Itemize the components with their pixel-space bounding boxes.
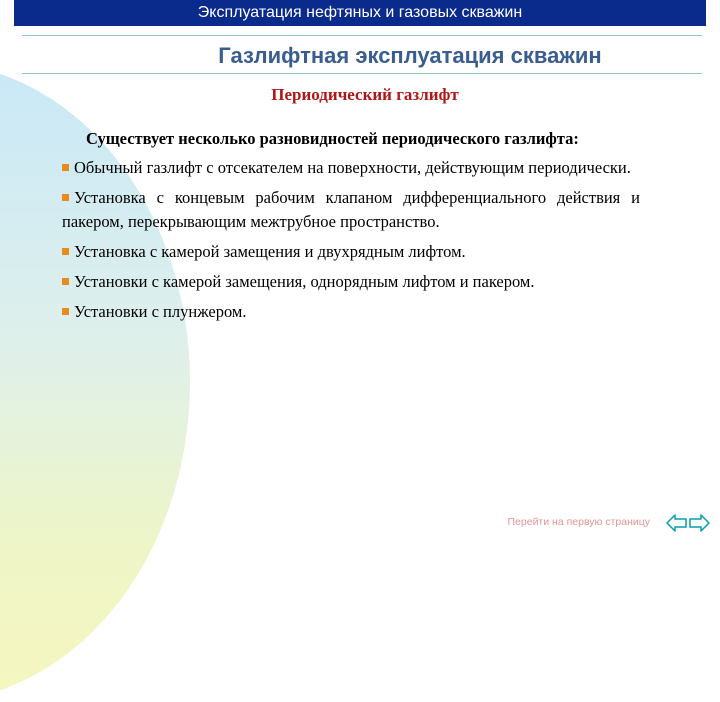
nav-arrows bbox=[666, 513, 710, 533]
header-title: Эксплуатация нефтяных и газовых скважин bbox=[197, 4, 523, 21]
arrow-right-icon[interactable] bbox=[689, 513, 710, 533]
slide-content bbox=[62, 127, 640, 330]
list-item bbox=[62, 240, 640, 264]
bullet-icon bbox=[62, 164, 69, 171]
bullet-icon bbox=[62, 278, 69, 285]
list-item-text: Установка с камерой замещения и двухрядным лифтом. bbox=[74, 242, 466, 261]
top-divider bbox=[22, 35, 702, 36]
list-item bbox=[62, 300, 640, 324]
list-item-text: Установки с камерой замещения, однорядным лифтом и пакером. bbox=[74, 272, 535, 291]
slide-subtitle: Периодический газлифт bbox=[271, 85, 459, 104]
bullet-icon bbox=[62, 248, 69, 255]
bullet-icon bbox=[62, 194, 69, 201]
arrow-left-icon[interactable] bbox=[666, 513, 687, 533]
list-item bbox=[62, 186, 640, 234]
header-bar bbox=[14, 0, 706, 26]
intro-text: Существует несколько разновидностей периодического газлифта: bbox=[86, 129, 579, 148]
title-divider bbox=[22, 73, 702, 74]
list-item-text: Установка с концевым рабочим клапаном дифференциального действия и пакером, перекрывающим межтрубное пространство. bbox=[62, 188, 640, 231]
list-item bbox=[62, 156, 640, 180]
list-item-text: Обычный газлифт с отсекателем на поверхности, действующим периодически. bbox=[74, 158, 631, 177]
list-item bbox=[62, 270, 640, 294]
bullet-icon bbox=[62, 308, 69, 315]
slide-title: Газлифтная эксплуатация скважин bbox=[218, 43, 602, 68]
first-page-link[interactable]: Перейти на первую страницу bbox=[507, 516, 650, 528]
list-item-text: Установки с плунжером. bbox=[74, 302, 247, 321]
